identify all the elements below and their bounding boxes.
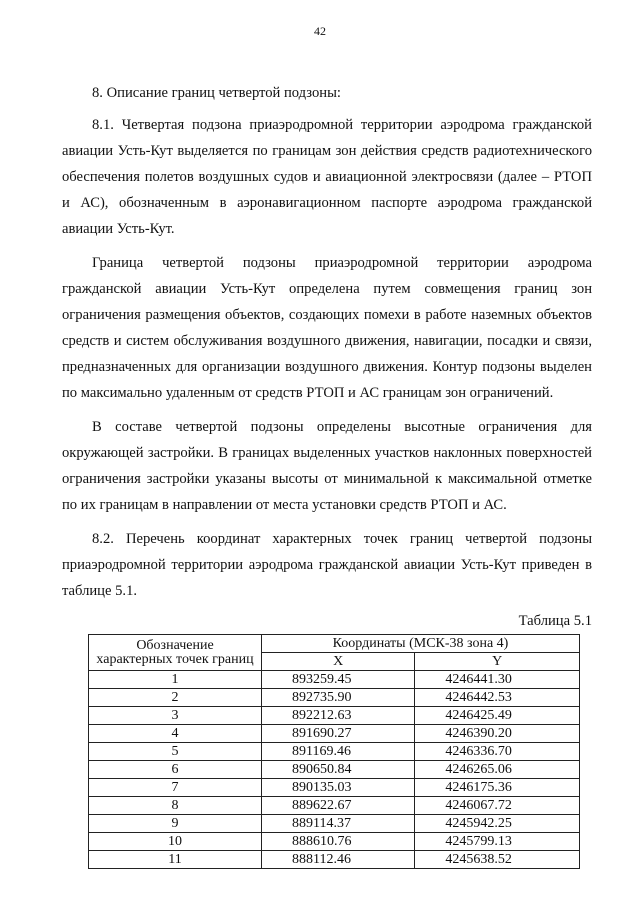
y-cell: 4246425.49	[415, 707, 580, 725]
section-heading: 8. Описание границ четвертой подзоны:	[92, 85, 341, 101]
y-cell: 4245942.25	[415, 815, 580, 833]
paragraph-8-2: 8.2. Перечень координат характерных точек границ четвертой подзоны приаэродромной территории аэродрома гражданской авиации Усть-Кут приведен в таблице 5.1.	[62, 531, 592, 599]
y-cell: 4246442.53	[415, 689, 580, 707]
x-cell: 888112.46	[262, 851, 415, 869]
y-cell: 4246067.72	[415, 797, 580, 815]
table-row	[89, 743, 580, 761]
y-cell: 4245638.52	[415, 851, 580, 869]
point-cell: 10	[89, 833, 262, 851]
x-cell: 892212.63	[262, 707, 415, 725]
y-cell: 4246265.06	[415, 761, 580, 779]
coordinates-table-body	[89, 671, 580, 869]
table-row	[89, 761, 580, 779]
point-cell: 3	[89, 707, 262, 725]
header-x: X	[262, 653, 415, 671]
x-cell: 889622.67	[262, 797, 415, 815]
x-cell: 892735.90	[262, 689, 415, 707]
x-cell: 890135.03	[262, 779, 415, 797]
paragraph-8-1: 8.1. Четвертая подзона приаэродромной территории аэродрома гражданской авиации Усть-Кут выделяется по границам зон действия средств радиотехнического обеспечения полетов воздушных судов и авиационной электросвязи (далее – РТОП и АС), обозначенным в аэронавигационном паспорте аэродрома гражданской авиации Усть-Кут.	[62, 117, 592, 237]
y-cell: 4246441.30	[415, 671, 580, 689]
table-caption: Таблица 5.1	[518, 613, 592, 629]
point-cell: 7	[89, 779, 262, 797]
y-cell: 4246390.20	[415, 725, 580, 743]
table-row	[89, 671, 580, 689]
y-cell: 4246175.36	[415, 779, 580, 797]
x-cell: 890650.84	[262, 761, 415, 779]
point-cell: 5	[89, 743, 262, 761]
point-cell: 2	[89, 689, 262, 707]
y-cell: 4246336.70	[415, 743, 580, 761]
header-point-line1: Обозначение	[136, 637, 214, 653]
point-cell: 8	[89, 797, 262, 815]
table-row	[89, 833, 580, 851]
y-cell: 4245799.13	[415, 833, 580, 851]
coordinates-table	[88, 634, 580, 869]
table-row	[89, 797, 580, 815]
point-cell: 4	[89, 725, 262, 743]
header-y: Y	[415, 653, 580, 671]
x-cell: 888610.76	[262, 833, 415, 851]
table-row	[89, 815, 580, 833]
header-coordinates: Координаты (МСК-38 зона 4)	[262, 635, 580, 653]
point-cell: 6	[89, 761, 262, 779]
x-cell: 891690.27	[262, 725, 415, 743]
page-number: 42	[314, 24, 326, 38]
x-cell: 891169.46	[262, 743, 415, 761]
table-row	[89, 851, 580, 869]
table-row	[89, 725, 580, 743]
x-cell: 893259.45	[262, 671, 415, 689]
table-row	[89, 779, 580, 797]
header-point-line2: характерных точек границ	[96, 651, 254, 667]
table-row	[89, 689, 580, 707]
point-cell: 9	[89, 815, 262, 833]
document-body	[62, 80, 592, 869]
paragraph-height-limits: В составе четвертой подзоны определены высотные ограничения для окружающей застройки. В границах выделенных участков наклонных поверхностей ограничения застройки указаны высоты от минимальной к максимальной отметке по их границам в направлении от места установки средств РТОП и АС.	[62, 419, 592, 513]
header-point-designation	[89, 635, 262, 671]
point-cell: 1	[89, 671, 262, 689]
x-cell: 889114.37	[262, 815, 415, 833]
point-cell: 11	[89, 851, 262, 869]
paragraph-boundary: Граница четвертой подзоны приаэродромной территории аэродрома гражданской авиации Усть-Кут определена путем совмещения границ зон ограничения размещения объектов, создающих помехи в работе наземных объектов средств и систем обслуживания воздушного движения, навигации, посадки и связи, предназначенных для организации воздушного движения. Контур подзоны выделен по максимально удаленным от средств РТОП и АС границам зон ограничений.	[62, 255, 592, 401]
table-row	[89, 707, 580, 725]
